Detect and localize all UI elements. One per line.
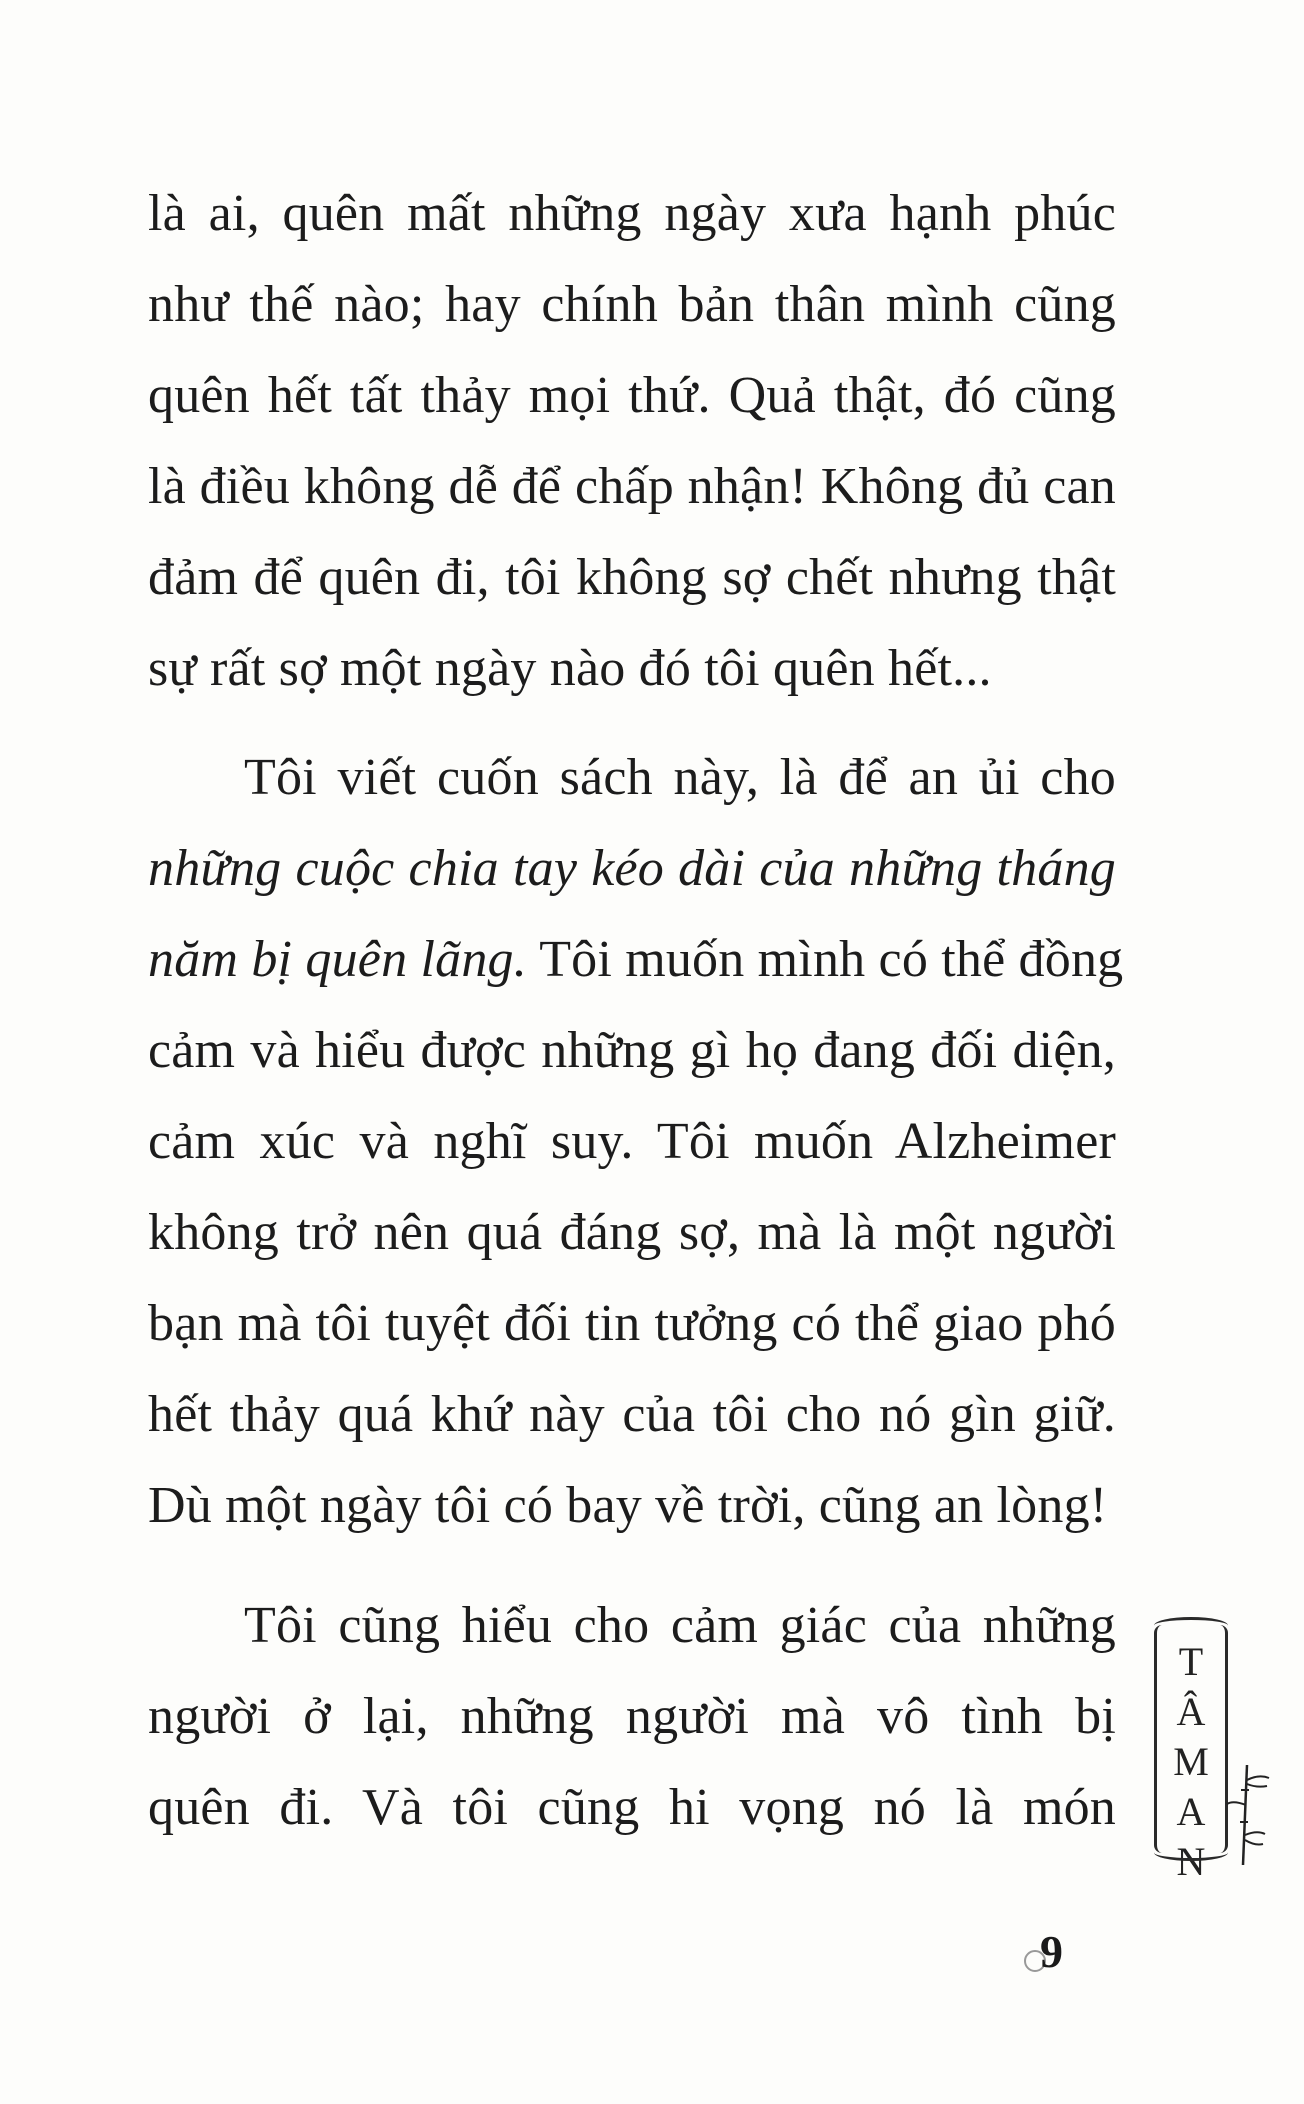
text-line: bạn mà tôi tuyệt đối tin tưởng có thể giao phó [148,1295,1116,1352]
text-line: quên hết tất thảy mọi thứ. Quả thật, đó cũng [148,367,1116,424]
stamp-letter: T [1178,1639,1204,1684]
text-line [148,732,1116,823]
text-line: người ở lại, những người mà vô tình bị [148,1688,1116,1745]
text-line: Dù một ngày tôi có bay về trời, cũng an lòng! [148,1477,1108,1534]
stamp-letter: M [1173,1739,1209,1784]
text-span: Tôi viết cuốn sách này, là để an ủi cho [244,749,1116,806]
text-span: Tôi cũng hiểu cho cảm giác của những [244,1597,1116,1654]
italic-phrase: những cuộc chia tay kéo dài của những tháng [148,840,1116,897]
publisher-stamp [1154,1625,1228,1884]
text-line: hết thảy quá khứ này của tôi cho nó gìn giữ. [148,1386,1116,1443]
text-line: sự rất sợ một ngày nào đó tôi quên hết... [148,640,992,697]
page-number: 9 [1040,1926,1063,1977]
text-line [148,1580,1116,1671]
paragraph-1 [148,168,1116,714]
text-span: Tôi muốn mình có thể đồng [526,931,1124,988]
stamp-letters [1157,1637,1225,1887]
stamp-letter: A [1176,1789,1206,1834]
text-line-italic [148,823,1116,914]
text-line: là điều không dễ để chấp nhận! Không đủ can [148,458,1116,515]
italic-phrase: năm bị quên lãng. [148,931,527,988]
text-line: không trở nên quá đáng sợ, mà là một người [148,1204,1116,1261]
text-line: là ai, quên mất những ngày xưa hạnh phúc [148,185,1116,242]
text-line: như thế nào; hay chính bản thân mình cũng [148,276,1116,333]
text-line: quên đi. Và tôi cũng hi vọng nó là món [148,1779,1116,1836]
text-line [148,914,1124,1005]
bamboo-icon [1225,1760,1275,1870]
stamp-letter: Â [1176,1689,1206,1734]
paragraph-3 [148,1580,1116,1853]
text-line: đảm để quên đi, tôi không sợ chết nhưng thật [148,549,1116,606]
text-line: cảm xúc và nghĩ suy. Tôi muốn Alzheimer [148,1113,1116,1170]
text-line: cảm và hiểu được những gì họ đang đối diện, [148,1022,1116,1079]
paragraph-2 [148,732,1124,1551]
stamp-letter: N [1176,1839,1206,1884]
